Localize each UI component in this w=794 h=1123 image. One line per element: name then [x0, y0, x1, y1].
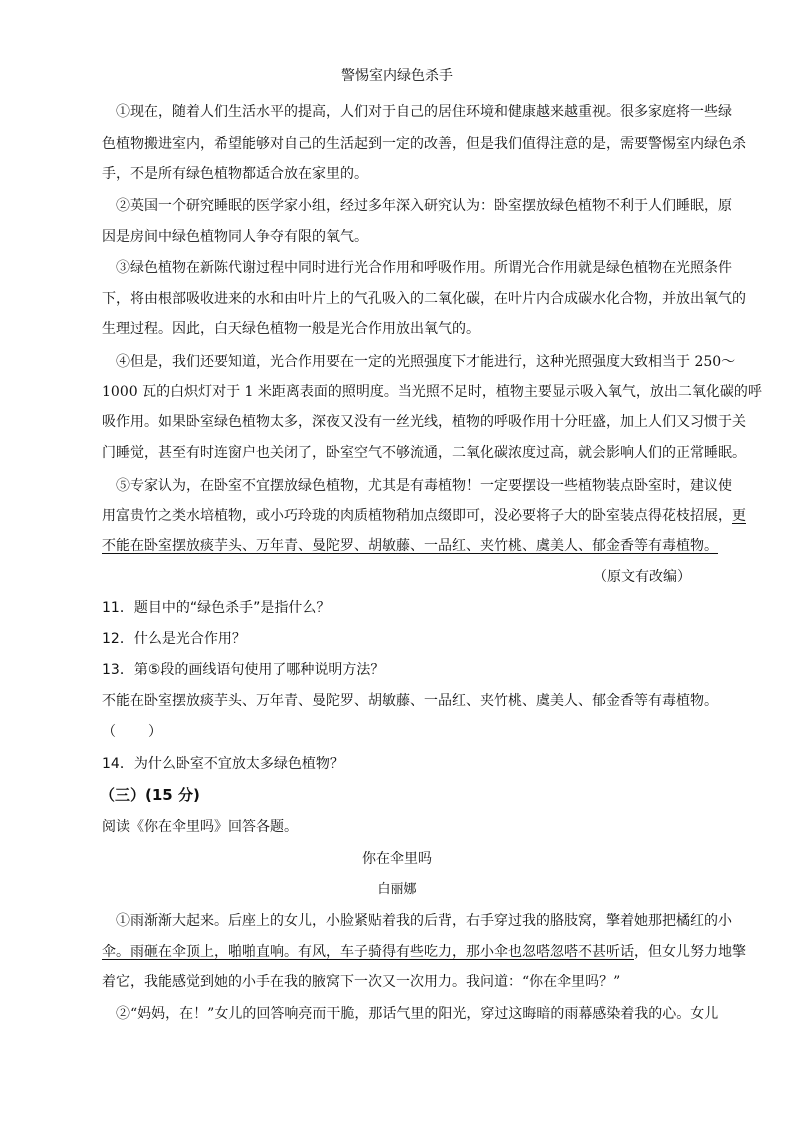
story-paragraph-1-line-2-rest: ，但女儿努力地擎 — [634, 944, 746, 960]
story-underlined-sentence: 伞。雨砸在伞顶上，啪啪直响。有风，车子骑得有些吃力，那小伞也忽嗒忽嗒不甚听话 — [102, 944, 634, 960]
paragraph-1-line-2: 色植物搬进室内，希望能够对自己的生活起到一定的改善，但是我们值得注意的是，需要警惕室内绿色杀 — [102, 136, 746, 152]
story-paragraph-1-line-2 — [102, 942, 746, 962]
paragraph-1-line-3: 手，不是所有绿色植物都适合放在家里的。 — [102, 166, 368, 182]
paragraph-5-line-3 — [102, 536, 718, 556]
story-paragraph-2-line-1: ②“妈妈，在！”女儿的回答响亮而干脆，那话气里的阳光，穿过这晦暗的雨幕感染着我的心。女儿 — [116, 1006, 719, 1022]
story-author: 白丽娜 — [377, 882, 417, 897]
paragraph-5-line-2-text: 用富贵竹之类水培植物，或小巧玲珑的肉质植物稍加点缀即可，没必要将子大的卧室装点得花枝招展， — [102, 508, 732, 524]
paragraph-3-line-2: 下，将由根部吸收进来的水和由叶片上的气孔吸入的二氧化碳，在叶片内合成碳水化合物，并放出氧气的 — [102, 291, 746, 307]
paragraph-3-line-3: 生理过程。因此，白天绿色植物一般是光合作用放出氧气的。 — [102, 321, 480, 337]
section-heading: （三）(15 分) — [100, 786, 200, 804]
paragraph-4-line-4: 门睡觉，甚至有时连窗户也关闭了，卧室空气不够流通，二氧化碳浓度过高，就会影响人们的正常睡眠。 — [102, 445, 746, 461]
paragraph-5-line-2 — [102, 506, 746, 526]
paragraph-4-line-3: 吸作用。如果卧室绿色植物太多，深夜又没有一丝光线，植物的呼吸作用十分旺盛，加上人们又习惯于关 — [102, 414, 746, 430]
question-13-answer-blank[interactable] — [102, 722, 162, 742]
underlined-sentence-start: 更 — [732, 508, 746, 524]
paragraph-1-line-1: ①现在，随着人们生活水平的提高，人们对于自己的居住环境和健康越来越重视。很多家庭将一些绿 — [116, 104, 732, 120]
blank-open-paren: （ — [102, 724, 116, 740]
blank-close-paren: ） — [148, 724, 162, 740]
paragraph-2-line-2: 因是房间中绿色植物同人争夺有限的氧气。 — [102, 229, 368, 245]
story-title: 你在伞里吗 — [362, 851, 432, 867]
paragraph-4-line-2: 1000 瓦的白炽灯对于 1 米距离表面的照明度。当光照不足时，植物主要显示吸入氧气，放出二氧化碳的呼 — [102, 384, 762, 400]
story-paragraph-1-line-3: 着它，我能感觉到她的小手在我的腋窝下一次又一次用力。我问道：“你在伞里吗？” — [102, 974, 621, 990]
underlined-sentence: 不能在卧室摆放痰芋头、万年青、曼陀罗、胡敏藤、一品红、夹竹桃、虞美人、郁金香等有毒植物。 — [102, 538, 718, 554]
question-13: 13．第⑤段的画线语句使用了哪种说明方法？ — [102, 662, 385, 678]
paragraph-4-line-1: ④但是，我们还要知道，光合作用要在一定的光照强度下才能进行，这种光照强度大致相当于 250～ — [116, 354, 736, 370]
story-paragraph-1-line-1: ①雨渐渐大起来。后座上的女儿，小脸紧贴着我的后背，右手穿过我的胳肢窝，擎着她那把橘红的小 — [116, 913, 732, 929]
paragraph-2-line-1: ②英国一个研究睡眠的医学家小组，经过多年深入研究认为：卧室摆放绿色植物不利于人们睡眠，原 — [116, 198, 732, 214]
source-note: （原文有改编） — [593, 569, 691, 585]
question-12: 12．什么是光合作用？ — [102, 631, 246, 647]
paragraph-5-line-1: ⑤专家认为，在卧室不宜摆放绿色植物，尤其是有毒植物！一定要摆设一些植物装点卧室时，建议使 — [116, 478, 732, 494]
question-13-quote: 不能在卧室摆放痰芋头、万年青、曼陀罗、胡敏藤、一品红、夹竹桃、虞美人、郁金香等有毒植物。 — [102, 693, 718, 709]
question-11: 11．题目中的“绿色杀手”是指什么？ — [102, 600, 331, 616]
article-title: 警惕室内绿色杀手 — [341, 68, 453, 84]
reading-instruction: 阅读《你在伞里吗》回答各题。 — [102, 819, 298, 835]
question-14: 14．为什么卧室不宜放太多绿色植物？ — [102, 756, 344, 772]
paragraph-3-line-1: ③绿色植物在新陈代谢过程中同时进行光合作用和呼吸作用。所谓光合作用就是绿色植物在光照条件 — [116, 260, 732, 276]
